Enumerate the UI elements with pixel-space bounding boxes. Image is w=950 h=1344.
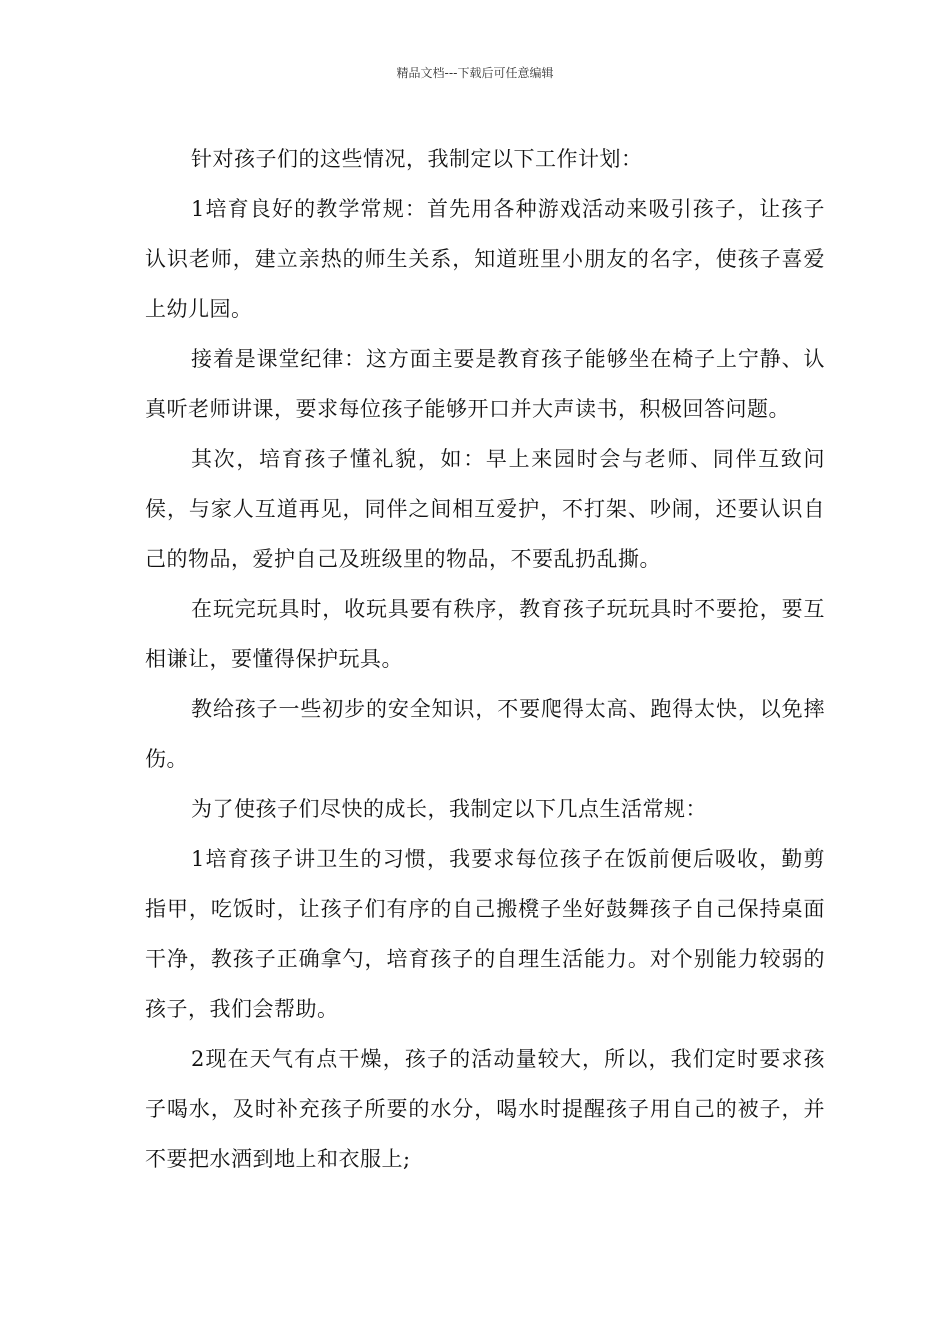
paragraph-safety: 教给孩子一些初步的安全知识，不要爬得太高、跑得太快，以免摔伤。 [145, 697, 825, 771]
paragraph-intro: 针对孩子们的这些情况，我制定以下工作计划： [191, 147, 643, 171]
paragraph-hygiene: 1培育孩子讲卫生的习惯，我要求每位孩子在饭前便后吸收，勤剪指甲，吃饭时，让孩子们有序的自己搬櫈子坐好鼓舞孩子自己保持桌面干净，教孩子正确拿勺，培育孩子的自理生活能力。对个别能力较弱的孩子，我们会帮助。 [145, 847, 825, 1021]
paragraph-life-routine-intro: 为了使孩子们尽快的成长，我制定以下几点生活常规： [191, 797, 707, 821]
document-body [145, 134, 825, 1184]
paragraph-manners: 其次，培育孩子懂礼貌，如：早上来园时会与老师、同伴互致问侯，与家人互道再见，同伴之间相互爱护，不打架、吵闹，还要认识自己的物品，爱护自己及班级里的物品，不要乱扔乱撕。 [145, 447, 825, 571]
paragraph-drinking-water: 2现在天气有点干燥，孩子的活动量较大，所以，我们定时要求孩子喝水，及时补充孩子所要的水分，喝水时提醒孩子用自己的被子，并不要把水洒到地上和衣服上; [145, 1047, 825, 1171]
paragraph-teaching-routine: 1培育良好的教学常规：首先用各种游戏活动来吸引孩子，让孩子认识老师，建立亲热的师生关系，知道班里小朋友的名字，使孩子喜爱上幼儿园。 [145, 197, 825, 321]
paragraph-toys: 在玩完玩具时，收玩具要有秩序，教育孩子玩玩具时不要抢，要互相谦让，要懂得保护玩具。 [145, 597, 825, 671]
page-header: 精品文档---下载后可任意编辑 [396, 66, 554, 80]
paragraph-classroom-discipline: 接着是课堂纪律：这方面主要是教育孩子能够坐在椅子上宁静、认真听老师讲课，要求每位孩子能够开口并大声读书，积极回答问题。 [145, 347, 825, 421]
